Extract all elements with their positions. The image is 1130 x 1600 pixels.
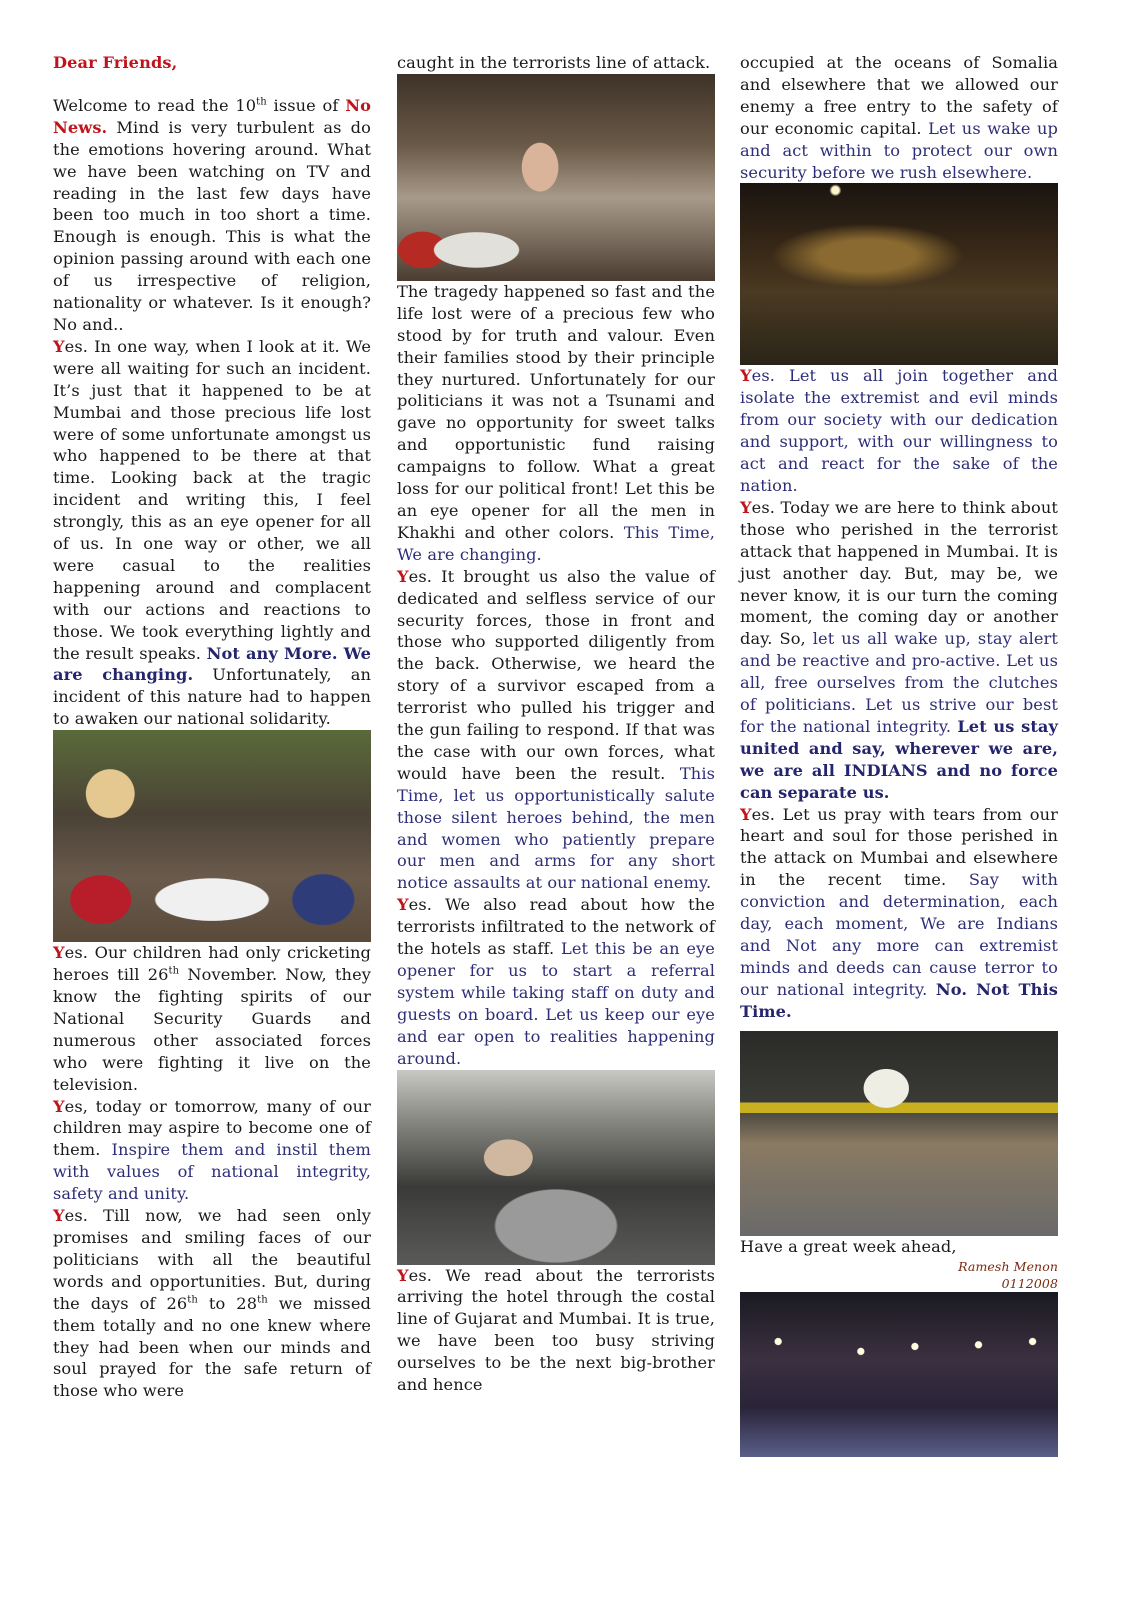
paragraph-yes-politicians: Yes. Till now, we had seen only promises and smiling faces of our politicians with all the beautiful words and opportunities. But, during the days of 26th to 28th we missed them totally and no one knew where they had been when our minds and soul prayed for the safe return of those who were <box>53 1206 371 1401</box>
column-3 <box>740 52 1058 1457</box>
paragraph-yes-hotels: Yes. We also read about how the terrorists infiltrated to the network of the hotels as staff. Let this be an eye opener for us to start a referral system while taking staff on duty and guests on board. Let us keep our eye and ear open to realities happening around. <box>397 895 715 1068</box>
photo-funeral-procession <box>397 74 715 281</box>
greeting: Dear Friends, <box>53 53 178 72</box>
column-1 <box>53 52 371 1402</box>
photo-crowd-saluting <box>397 1070 715 1265</box>
paragraph-yes-coast: Yes. We read about the terrorists arriving the hotel through the costal line of Gujarat and Mumbai. It is true, we have been too busy striving ourselves to be the next big-brother and hence <box>397 1265 715 1395</box>
paragraph-tragedy: The tragedy happened so fast and the life lost were of a precious few who stood by for truth and valour. Even their families stood by their principle they nurtured. Unfortunately for our politicians it was not a Tsunami and gave no opportunity for sweet talks and opportunistic fund raising campaigns to follow. What a great loss for our political front! Let this be an eye opener for all the men in Khakhi and other colors. This Time, We are changing. <box>397 281 715 564</box>
paragraph-yes-forces: Yes. It brought us also the value of dedicated and selfless service of our security forces, those in front and those who supported diligently from the back. Otherwise, we heard the story of a survivor escaped from a terrorist who pulled his trigger and the gun failing to respond. If that was the case with our own forces, what would have been the result. This Time, let us opportunistically salute those silent heroes behind, the men and women who patiently prepare our men and arms for any short notice assaults at our national enemy. <box>397 566 715 893</box>
paragraph-welcome: Welcome to read the 10th issue of No News. Mind is very turbulent as do the emotions hovering around. What we have been watching on TV and reading in the last few days have been too much in too short a time. Enough is enough. This is what the opinion passing around with each one of us irrespective of religion, nationality or whatever. Is it enough? No and.. <box>53 95 371 334</box>
signature-date: 0112008 <box>1001 1275 1058 1291</box>
newsletter-name: No News. <box>53 95 371 137</box>
signature: Ramesh Menon <box>958 1258 1058 1274</box>
photo-empty-street-night <box>740 183 1058 365</box>
column-2 <box>397 52 715 1396</box>
paragraph-yes-1: Yes. In one way, when I look at it. We were all waiting for such an incident. It’s just that it happened to be at Mumbai and those precious life lost were of some unfortunate amongst us who happened to be there at that time. Looking back at the tragic incident and writing this, I feel strongly, this as an eye opener for all of us. In one way or other, we all were casual to the realities happening around and complacent with our actions and reactions to those. We took everything lightly and the result speaks. Not any More. We are changing. Unfortunately, an incident of this nature had to happen to awaken our national solidarity. <box>53 336 372 729</box>
paragraph-yes-children: Yes. Our children had only cricketing heroes till 26th November. Now, they know the fighting spirits of our National Security Guards and numerous other associated forces who were fighting it live on the television. <box>53 943 371 1094</box>
photo-funeral-family <box>53 730 371 942</box>
paragraph-yes-pray: Yes. Let us pray with tears from our heart and soul for those perished in the attack on Mumbai and elsewhere in the recent time. Say with conviction and determination, each day, each moment, We are Indians and Not any more can extremist minds and deeds can cause terror to our national integrity. No. Not This Time. <box>740 804 1058 1021</box>
paragraph-continued: caught in the terrorists line of attack. <box>397 53 711 72</box>
paragraph-somalia: occupied at the oceans of Somalia and elsewhere that we allowed our enemy a free entry to the safety of our economic capital. Let us wake up and act within to protect our own security before we rush elsewhere. <box>740 53 1058 182</box>
photo-candle-vigil <box>740 1292 1058 1457</box>
paragraph-yes-today: Yes. Today we are here to think about those who perished in the terrorist attack that happened in Mumbai. It is just another day. But, may be, we never know, it is our turn the coming moment, the coming day or another day. So, let us all wake up, stay alert and be reactive and pro-active. Let us all, free ourselves from the clutches of politicians. Let us strive our best for the national integrity. Let us stay united and say, wherever we are, we are all INDIANS and no force can separate us. <box>740 497 1058 802</box>
paragraph-yes-join: Yes. Let us all join together and isolate the extremist and evil minds from our society with our dedication and support, with our willingness to act and react for the sake of the nation. <box>740 366 1058 495</box>
paragraph-yes-aspire: Yes, today or tomorrow, many of our children may aspire to become one of them. Inspire them and instil them with values of national integrity, safety and unity. <box>53 1096 371 1204</box>
closing-line: Have a great week ahead, <box>740 1236 957 1256</box>
photo-crowd-sign <box>740 1031 1058 1236</box>
